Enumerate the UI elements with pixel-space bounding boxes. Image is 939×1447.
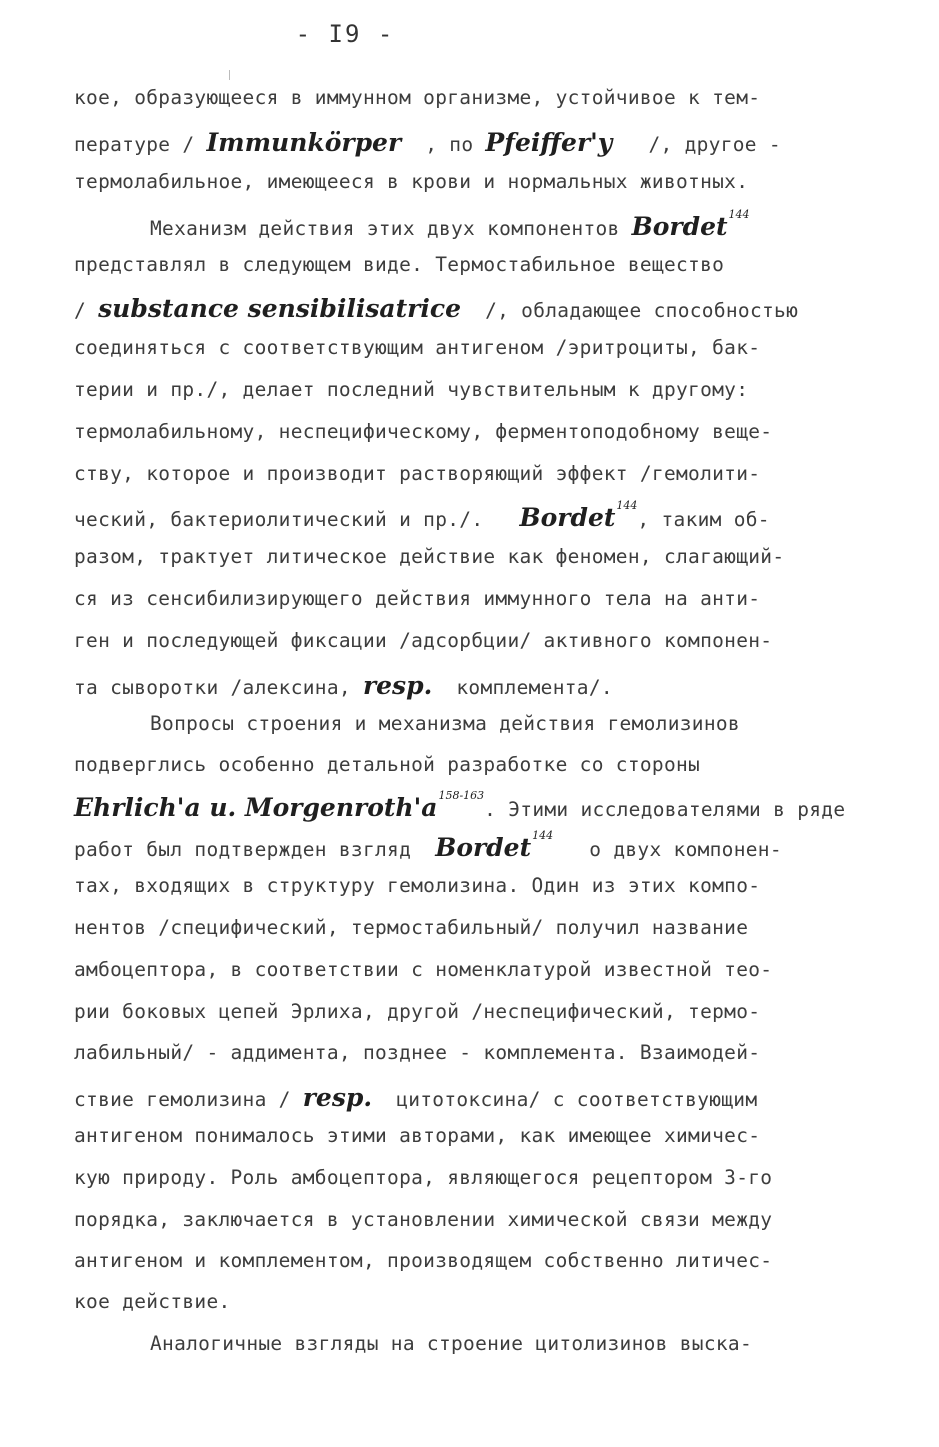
typed-text: кую природу. Роль амбоцептора, являющегося рецептором 3-го [74, 1166, 773, 1189]
typed-text: комплемента/. [432, 676, 613, 699]
typed-text: порядка, заключается в установлении химической связи между [74, 1208, 773, 1231]
typed-text: термолабильное, имеющееся в крови и нормальных животных. [74, 170, 749, 193]
text-line [74, 1000, 760, 1023]
typed-text: подверглись особенно детальной разработке со стороны [74, 753, 701, 776]
scan-mark [229, 70, 230, 80]
typed-text: та сыворотки /алексина, [74, 676, 363, 699]
text-line [74, 958, 772, 981]
reference-number [437, 789, 485, 822]
text-line [150, 712, 740, 735]
handwritten-insert: Bordet [631, 212, 728, 241]
typed-text: рии боковых цепей Эрлиха, другой /неспецифический, термо- [74, 1000, 761, 1023]
typed-text: ству, которое и производит растворяющий эффект /гемолити- [74, 462, 761, 485]
reference-number [615, 499, 638, 532]
typed-text: разом, трактует литическое действие как феномен, слагающий- [74, 545, 785, 568]
handwritten-insert: Bordet [519, 503, 616, 532]
typed-text: цитотоксина/ с соответствующим [372, 1088, 758, 1111]
reference-superscript: 144 [728, 208, 750, 221]
text-line [74, 753, 700, 776]
handwritten-insert: Immunkörper [206, 128, 402, 157]
text-line [150, 1332, 752, 1355]
typed-text: /, другое - [612, 133, 781, 156]
text-line [74, 829, 782, 862]
text-line [74, 170, 748, 193]
typed-text: нентов /специфический, термостабильный/ получил название [74, 916, 749, 939]
typed-text: Механизм действия этих двух компонентов [150, 217, 632, 240]
text-line [74, 629, 772, 652]
typed-text: кое, образующееся в иммунном организме, устойчивое к тем- [74, 86, 761, 109]
text-line [74, 336, 760, 359]
typed-text: . Этими исследователями в ряде [484, 798, 846, 821]
typed-text: терии и пр./, делает последний чувствительным к другому: [74, 378, 749, 401]
text-line [74, 128, 781, 157]
typed-text: соединяться с соответствующим антигеном /эритроциты, бак- [74, 336, 761, 359]
text-line [74, 1041, 760, 1064]
text-line [74, 874, 760, 897]
typed-text: антигеном понималось этими авторами, как имеющее химичес- [74, 1124, 761, 1147]
page-number: - I9 - [295, 20, 395, 48]
text-line [74, 462, 760, 485]
reference-number [728, 208, 750, 241]
text-line [74, 671, 613, 700]
text-line [74, 545, 784, 568]
handwritten-insert: Ehrlich'a u. Morgenroth'a [74, 793, 438, 822]
reference-number [531, 829, 554, 862]
text-line [74, 294, 798, 323]
text-line [74, 253, 724, 276]
text-line [74, 1124, 760, 1147]
text-line [150, 208, 750, 241]
typed-text: Аналогичные взгляды на строение цитолизинов выска- [150, 1332, 752, 1355]
reference-superscript: 144 [616, 499, 638, 512]
text-line [74, 1208, 772, 1231]
text-line [74, 378, 748, 401]
typed-text: пературе / [74, 133, 207, 156]
typed-text: ген и последующей фиксации /адсорбции/ активного компонен- [74, 629, 773, 652]
typed-text: ся из сенсибилизирующего действия иммунного тела на анти- [74, 587, 761, 610]
typed-text: ствие гемолизина / [74, 1088, 303, 1111]
typed-text: представлял в следующем виде. Термостабильное вещество [74, 253, 725, 276]
handwritten-insert: substance sensibilisatrice [98, 294, 461, 323]
typed-text: / [74, 299, 99, 322]
typed-text: антигеном и комплементом, производящем собственно литичес- [74, 1249, 773, 1272]
text-line [74, 1166, 772, 1189]
handwritten-insert: resp. [362, 671, 433, 700]
typed-text: ческий, бактериолитический и пр./. [74, 508, 520, 531]
text-line [74, 86, 760, 109]
text-line [74, 499, 770, 532]
typed-text: /, обладающее способностью [460, 299, 799, 322]
typed-text: лабильный/ - аддимента, позднее - комплемента. Взаимодей- [74, 1041, 761, 1064]
typed-text: термолабильному, неспецифическому, ферментоподобному веще- [74, 420, 773, 443]
text-line [74, 916, 748, 939]
reference-superscript: 158-163 [438, 789, 485, 802]
text-line [74, 1290, 231, 1313]
typed-text: о двух компонен- [553, 838, 782, 861]
typed-text: работ был подтвержден взгляд [74, 838, 436, 861]
handwritten-insert: Bordet [435, 833, 532, 862]
handwritten-insert: Pfeiffer'y [485, 128, 613, 157]
text-line [74, 1249, 772, 1272]
typed-text: , таким об- [637, 508, 770, 531]
typed-text: тах, входящих в структуру гемолизина. Один из этих компо- [74, 874, 761, 897]
text-line [74, 587, 760, 610]
reference-superscript: 144 [532, 829, 554, 842]
typed-text: амбоцептора, в соответствии с номенклатурой известной тео- [74, 958, 773, 981]
typed-text: кое действие. [74, 1290, 231, 1313]
typed-text: Вопросы строения и механизма действия гемолизинов [150, 712, 740, 735]
typed-text: , по [401, 133, 486, 156]
text-line [74, 1083, 757, 1112]
handwritten-insert: resp. [302, 1083, 373, 1112]
text-line [74, 420, 772, 443]
text-line [74, 789, 846, 822]
